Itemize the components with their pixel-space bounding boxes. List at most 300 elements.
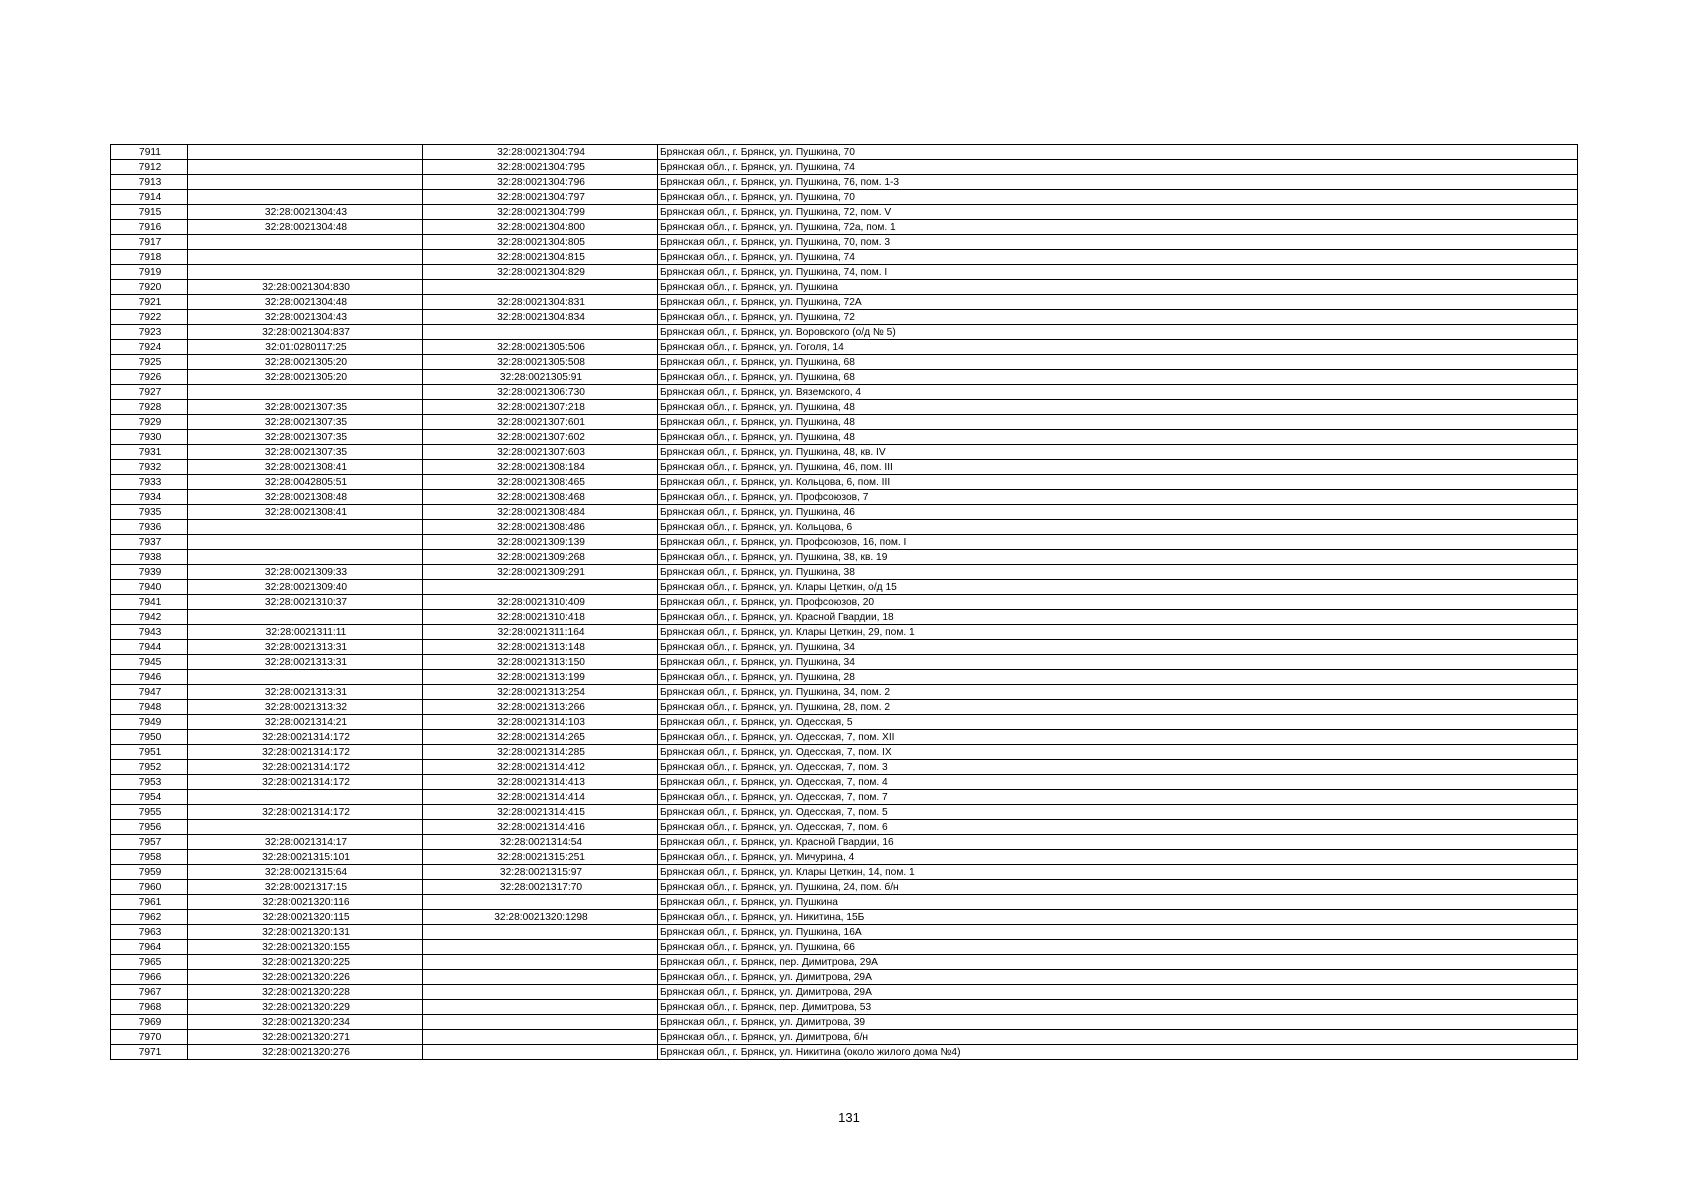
old-cadastral-number-cell xyxy=(188,250,423,265)
address-cell: Брянская обл., г. Брянск, ул. Пушкина, 28, пом. 2 xyxy=(658,700,1578,715)
old-cadastral-number-cell xyxy=(188,550,423,565)
row-number-cell: 7943 xyxy=(111,625,188,640)
old-cadastral-number-cell: 32:28:0021320:276 xyxy=(188,1045,423,1060)
address-cell: Брянская обл., г. Брянск, ул. Пушкина, 48 xyxy=(658,400,1578,415)
table-row xyxy=(111,520,1578,535)
address-cell: Брянская обл., г. Брянск, ул. Профсоюзов, 7 xyxy=(658,490,1578,505)
row-number-cell: 7911 xyxy=(111,145,188,160)
old-cadastral-number-cell xyxy=(188,190,423,205)
old-cadastral-number-cell: 32:28:0021309:40 xyxy=(188,580,423,595)
cadastral-number-cell: 32:28:0021313:199 xyxy=(423,670,658,685)
table-row xyxy=(111,850,1578,865)
address-cell: Брянская обл., г. Брянск, ул. Пушкина, 16А xyxy=(658,925,1578,940)
table-row xyxy=(111,970,1578,985)
cadastral-number-cell xyxy=(423,1000,658,1015)
address-cell: Брянская обл., г. Брянск, ул. Одесская, 7, пом. 6 xyxy=(658,820,1578,835)
address-cell: Брянская обл., г. Брянск, ул. Пушкина, 74 xyxy=(658,250,1578,265)
address-cell: Брянская обл., г. Брянск, ул. Одесская, 7, пом. 4 xyxy=(658,775,1578,790)
old-cadastral-number-cell xyxy=(188,160,423,175)
cadastral-number-cell: 32:28:0021307:603 xyxy=(423,445,658,460)
address-cell: Брянская обл., г. Брянск, ул. Одесская, 7, пом. IX xyxy=(658,745,1578,760)
old-cadastral-number-cell: 32:28:0021313:32 xyxy=(188,700,423,715)
address-cell: Брянская обл., г. Брянск, ул. Пушкина, 24, пом. б/н xyxy=(658,880,1578,895)
row-number-cell: 7931 xyxy=(111,445,188,460)
cadastral-number-cell: 32:28:0021315:251 xyxy=(423,850,658,865)
old-cadastral-number-cell: 32:28:0021320:155 xyxy=(188,940,423,955)
table-row xyxy=(111,550,1578,565)
old-cadastral-number-cell: 32:28:0021304:830 xyxy=(188,280,423,295)
old-cadastral-number-cell xyxy=(188,175,423,190)
table-row xyxy=(111,745,1578,760)
cadastral-number-cell: 32:28:0021314:414 xyxy=(423,790,658,805)
old-cadastral-number-cell: 32:28:0021307:35 xyxy=(188,430,423,445)
cadastral-number-cell: 32:28:0021317:70 xyxy=(423,880,658,895)
row-number-cell: 7963 xyxy=(111,925,188,940)
row-number-cell: 7937 xyxy=(111,535,188,550)
cadastral-number-cell: 32:28:0021310:418 xyxy=(423,610,658,625)
address-cell: Брянская обл., г. Брянск, ул. Пушкина, 72А xyxy=(658,295,1578,310)
row-number-cell: 7919 xyxy=(111,265,188,280)
row-number-cell: 7957 xyxy=(111,835,188,850)
row-number-cell: 7955 xyxy=(111,805,188,820)
old-cadastral-number-cell: 32:28:0021320:131 xyxy=(188,925,423,940)
row-number-cell: 7934 xyxy=(111,490,188,505)
table-row xyxy=(111,415,1578,430)
cadastral-number-cell: 32:28:0021314:413 xyxy=(423,775,658,790)
row-number-cell: 7954 xyxy=(111,790,188,805)
row-number-cell: 7968 xyxy=(111,1000,188,1015)
address-cell: Брянская обл., г. Брянск, ул. Пушкина, 46, пом. III xyxy=(658,460,1578,475)
old-cadastral-number-cell: 32:28:0021320:228 xyxy=(188,985,423,1000)
address-cell: Брянская обл., г. Брянск, ул. Пушкина, 68 xyxy=(658,355,1578,370)
old-cadastral-number-cell xyxy=(188,385,423,400)
table-row xyxy=(111,505,1578,520)
table-row xyxy=(111,700,1578,715)
table-row xyxy=(111,610,1578,625)
table-row xyxy=(111,535,1578,550)
address-cell: Брянская обл., г. Брянск, ул. Пушкина, 48 xyxy=(658,430,1578,445)
old-cadastral-number-cell xyxy=(188,265,423,280)
old-cadastral-number-cell xyxy=(188,790,423,805)
row-number-cell: 7966 xyxy=(111,970,188,985)
old-cadastral-number-cell xyxy=(188,820,423,835)
cadastral-number-cell: 32:28:0021310:409 xyxy=(423,595,658,610)
row-number-cell: 7936 xyxy=(111,520,188,535)
old-cadastral-number-cell: 32:28:0021308:48 xyxy=(188,490,423,505)
cadastral-number-cell: 32:28:0021304:815 xyxy=(423,250,658,265)
address-cell: Брянская обл., г. Брянск, пер. Димитрова, 53 xyxy=(658,1000,1578,1015)
table-row xyxy=(111,595,1578,610)
row-number-cell: 7938 xyxy=(111,550,188,565)
old-cadastral-number-cell: 32:28:0021314:172 xyxy=(188,745,423,760)
table-row xyxy=(111,655,1578,670)
cadastral-number-cell: 32:28:0021305:508 xyxy=(423,355,658,370)
old-cadastral-number-cell: 32:28:0021320:229 xyxy=(188,1000,423,1015)
cadastral-number-cell: 32:28:0021305:91 xyxy=(423,370,658,385)
row-number-cell: 7964 xyxy=(111,940,188,955)
row-number-cell: 7951 xyxy=(111,745,188,760)
old-cadastral-number-cell: 32:28:0021320:226 xyxy=(188,970,423,985)
address-cell: Брянская обл., г. Брянск, ул. Пушкина xyxy=(658,280,1578,295)
address-cell: Брянская обл., г. Брянск, ул. Гоголя, 14 xyxy=(658,340,1578,355)
old-cadastral-number-cell: 32:28:0021317:15 xyxy=(188,880,423,895)
cadastral-number-cell xyxy=(423,985,658,1000)
address-cell: Брянская обл., г. Брянск, ул. Профсоюзов, 20 xyxy=(658,595,1578,610)
cadastral-number-cell xyxy=(423,895,658,910)
table-row xyxy=(111,925,1578,940)
cadastral-number-cell: 32:28:0021304:794 xyxy=(423,145,658,160)
address-cell: Брянская обл., г. Брянск, ул. Одесская, 5 xyxy=(658,715,1578,730)
row-number-cell: 7953 xyxy=(111,775,188,790)
row-number-cell: 7913 xyxy=(111,175,188,190)
cadastral-number-cell: 32:28:0021313:266 xyxy=(423,700,658,715)
table-row xyxy=(111,445,1578,460)
cadastral-number-cell: 32:28:0021304:834 xyxy=(423,310,658,325)
address-cell: Брянская обл., г. Брянск, ул. Красной Гвардии, 16 xyxy=(658,835,1578,850)
cadastral-number-cell: 32:28:0021307:602 xyxy=(423,430,658,445)
old-cadastral-number-cell: 32:28:0021311:11 xyxy=(188,625,423,640)
row-number-cell: 7935 xyxy=(111,505,188,520)
cadastral-number-cell xyxy=(423,1030,658,1045)
table-row xyxy=(111,475,1578,490)
cadastral-number-cell: 32:28:0021314:415 xyxy=(423,805,658,820)
cadastral-number-cell: 32:28:0021314:265 xyxy=(423,730,658,745)
table-row xyxy=(111,790,1578,805)
cadastral-number-cell: 32:28:0021306:730 xyxy=(423,385,658,400)
row-number-cell: 7949 xyxy=(111,715,188,730)
cadastral-number-cell: 32:28:0021304:829 xyxy=(423,265,658,280)
address-cell: Брянская обл., г. Брянск, ул. Пушкина, 34 xyxy=(658,655,1578,670)
cadastral-number-cell xyxy=(423,1045,658,1060)
table-row xyxy=(111,580,1578,595)
address-cell: Брянская обл., г. Брянск, ул. Пушкина, 68 xyxy=(658,370,1578,385)
address-cell: Брянская обл., г. Брянск, ул. Кольцова, 6, пом. III xyxy=(658,475,1578,490)
address-cell: Брянская обл., г. Брянск, ул. Одесская, 7, пом. 3 xyxy=(658,760,1578,775)
table-body xyxy=(111,145,1578,1060)
row-number-cell: 7961 xyxy=(111,895,188,910)
table-row xyxy=(111,835,1578,850)
old-cadastral-number-cell: 32:28:0021307:35 xyxy=(188,400,423,415)
cadastral-number-cell: 32:28:0021309:268 xyxy=(423,550,658,565)
old-cadastral-number-cell: 32:28:0021320:116 xyxy=(188,895,423,910)
row-number-cell: 7920 xyxy=(111,280,188,295)
old-cadastral-number-cell xyxy=(188,535,423,550)
cadastral-number-cell: 32:28:0021304:797 xyxy=(423,190,658,205)
cadastral-number-cell: 32:28:0021307:601 xyxy=(423,415,658,430)
address-cell: Брянская обл., г. Брянск, ул. Пушкина, 38 xyxy=(658,565,1578,580)
table-row xyxy=(111,625,1578,640)
cadastral-number-cell: 32:28:0021305:506 xyxy=(423,340,658,355)
cadastral-number-cell: 32:28:0021314:103 xyxy=(423,715,658,730)
table-row xyxy=(111,280,1578,295)
old-cadastral-number-cell: 32:28:0021304:43 xyxy=(188,310,423,325)
row-number-cell: 7971 xyxy=(111,1045,188,1060)
table-row xyxy=(111,1045,1578,1060)
row-number-cell: 7922 xyxy=(111,310,188,325)
address-cell: Брянская обл., г. Брянск, ул. Клары Цеткин, о/д 15 xyxy=(658,580,1578,595)
table-row xyxy=(111,460,1578,475)
row-number-cell: 7950 xyxy=(111,730,188,745)
old-cadastral-number-cell xyxy=(188,670,423,685)
row-number-cell: 7941 xyxy=(111,595,188,610)
address-cell: Брянская обл., г. Брянск, ул. Профсоюзов, 16, пом. I xyxy=(658,535,1578,550)
address-cell: Брянская обл., г. Брянск, ул. Пушкина, 28 xyxy=(658,670,1578,685)
address-cell: Брянская обл., г. Брянск, ул. Клары Цеткин, 29, пом. 1 xyxy=(658,625,1578,640)
old-cadastral-number-cell: 32:28:0021314:172 xyxy=(188,730,423,745)
cadastral-number-cell: 32:28:0021314:54 xyxy=(423,835,658,850)
table-row xyxy=(111,370,1578,385)
address-cell: Брянская обл., г. Брянск, ул. Воровского (о/д № 5) xyxy=(658,325,1578,340)
address-cell: Брянская обл., г. Брянск, ул. Пушкина, 34 xyxy=(658,640,1578,655)
cadastral-number-cell xyxy=(423,955,658,970)
table-row xyxy=(111,355,1578,370)
address-cell: Брянская обл., г. Брянск, ул. Димитрова, 29А xyxy=(658,970,1578,985)
cadastral-number-cell: 32:28:0021308:484 xyxy=(423,505,658,520)
row-number-cell: 7948 xyxy=(111,700,188,715)
row-number-cell: 7932 xyxy=(111,460,188,475)
row-number-cell: 7956 xyxy=(111,820,188,835)
cadastral-number-cell: 32:28:0021314:412 xyxy=(423,760,658,775)
old-cadastral-number-cell: 32:28:0021308:41 xyxy=(188,505,423,520)
table-row xyxy=(111,265,1578,280)
old-cadastral-number-cell: 32:28:0021320:234 xyxy=(188,1015,423,1030)
table-row xyxy=(111,895,1578,910)
row-number-cell: 7921 xyxy=(111,295,188,310)
table-row xyxy=(111,685,1578,700)
cadastral-number-cell: 32:28:0021308:468 xyxy=(423,490,658,505)
row-number-cell: 7940 xyxy=(111,580,188,595)
address-cell: Брянская обл., г. Брянск, ул. Димитрова, 29А xyxy=(658,985,1578,1000)
row-number-cell: 7918 xyxy=(111,250,188,265)
table-row xyxy=(111,220,1578,235)
row-number-cell: 7939 xyxy=(111,565,188,580)
old-cadastral-number-cell: 32:28:0021307:35 xyxy=(188,415,423,430)
row-number-cell: 7928 xyxy=(111,400,188,415)
row-number-cell: 7924 xyxy=(111,340,188,355)
row-number-cell: 7915 xyxy=(111,205,188,220)
old-cadastral-number-cell: 32:28:0021304:43 xyxy=(188,205,423,220)
table-row xyxy=(111,565,1578,580)
address-cell: Брянская обл., г. Брянск, ул. Пушкина, 66 xyxy=(658,940,1578,955)
old-cadastral-number-cell: 32:28:0021305:20 xyxy=(188,370,423,385)
address-cell: Брянская обл., г. Брянск, ул. Димитрова, 39 xyxy=(658,1015,1578,1030)
cadastral-number-cell xyxy=(423,580,658,595)
table-row xyxy=(111,670,1578,685)
address-cell: Брянская обл., г. Брянск, ул. Никитина, 15Б xyxy=(658,910,1578,925)
cadastral-number-cell: 32:28:0021308:184 xyxy=(423,460,658,475)
old-cadastral-number-cell: 32:28:0021304:837 xyxy=(188,325,423,340)
cadastral-number-cell xyxy=(423,925,658,940)
table-row xyxy=(111,730,1578,745)
address-cell: Брянская обл., г. Брянск, ул. Пушкина, 76, пом. 1-3 xyxy=(658,175,1578,190)
address-cell: Брянская обл., г. Брянск, ул. Пушкина, 74 xyxy=(658,160,1578,175)
row-number-cell: 7914 xyxy=(111,190,188,205)
row-number-cell: 7942 xyxy=(111,610,188,625)
row-number-cell: 7947 xyxy=(111,685,188,700)
table-row xyxy=(111,820,1578,835)
old-cadastral-number-cell xyxy=(188,235,423,250)
table-row xyxy=(111,955,1578,970)
cadastral-number-cell: 32:28:0021304:795 xyxy=(423,160,658,175)
table-row xyxy=(111,325,1578,340)
old-cadastral-number-cell: 32:28:0021320:225 xyxy=(188,955,423,970)
cadastral-number-cell: 32:28:0021304:796 xyxy=(423,175,658,190)
address-cell: Брянская обл., г. Брянск, ул. Мичурина, 4 xyxy=(658,850,1578,865)
old-cadastral-number-cell: 32:28:0021314:172 xyxy=(188,760,423,775)
cadastral-number-cell: 32:28:0021313:254 xyxy=(423,685,658,700)
row-number-cell: 7917 xyxy=(111,235,188,250)
table-row xyxy=(111,880,1578,895)
table-row xyxy=(111,760,1578,775)
cadastral-number-cell: 32:28:0021320:1298 xyxy=(423,910,658,925)
table-row xyxy=(111,715,1578,730)
old-cadastral-number-cell: 32:28:0021313:31 xyxy=(188,655,423,670)
old-cadastral-number-cell: 32:28:0021313:31 xyxy=(188,640,423,655)
address-cell: Брянская обл., г. Брянск, ул. Пушкина, 72 xyxy=(658,310,1578,325)
old-cadastral-number-cell: 32:28:0021314:21 xyxy=(188,715,423,730)
old-cadastral-number-cell: 32:28:0021314:172 xyxy=(188,775,423,790)
table-row xyxy=(111,1015,1578,1030)
row-number-cell: 7944 xyxy=(111,640,188,655)
table-row xyxy=(111,865,1578,880)
address-cell: Брянская обл., г. Брянск, ул. Вяземского, 4 xyxy=(658,385,1578,400)
table-row xyxy=(111,985,1578,1000)
old-cadastral-number-cell: 32:01:0280117:25 xyxy=(188,340,423,355)
cadastral-table xyxy=(110,144,1578,1060)
old-cadastral-number-cell: 32:28:0021315:64 xyxy=(188,865,423,880)
old-cadastral-number-cell: 32:28:0021320:115 xyxy=(188,910,423,925)
row-number-cell: 7962 xyxy=(111,910,188,925)
table-row xyxy=(111,295,1578,310)
old-cadastral-number-cell: 32:28:0021314:172 xyxy=(188,805,423,820)
row-number-cell: 7946 xyxy=(111,670,188,685)
row-number-cell: 7933 xyxy=(111,475,188,490)
table-row xyxy=(111,190,1578,205)
table-row xyxy=(111,385,1578,400)
row-number-cell: 7959 xyxy=(111,865,188,880)
row-number-cell: 7960 xyxy=(111,880,188,895)
row-number-cell: 7916 xyxy=(111,220,188,235)
address-cell: Брянская обл., г. Брянск, ул. Одесская, 7, пом. 7 xyxy=(658,790,1578,805)
cadastral-number-cell: 32:28:0021313:150 xyxy=(423,655,658,670)
address-cell: Брянская обл., г. Брянск, ул. Одесская, 7, пом. 5 xyxy=(658,805,1578,820)
row-number-cell: 7970 xyxy=(111,1030,188,1045)
old-cadastral-number-cell: 32:28:0021310:37 xyxy=(188,595,423,610)
row-number-cell: 7927 xyxy=(111,385,188,400)
old-cadastral-number-cell: 32:28:0021308:41 xyxy=(188,460,423,475)
address-cell: Брянская обл., г. Брянск, ул. Пушкина, 70, пом. 3 xyxy=(658,235,1578,250)
row-number-cell: 7952 xyxy=(111,760,188,775)
table-row xyxy=(111,400,1578,415)
old-cadastral-number-cell: 32:28:0021320:271 xyxy=(188,1030,423,1045)
address-cell: Брянская обл., г. Брянск, ул. Красной Гвардии, 18 xyxy=(658,610,1578,625)
table-row xyxy=(111,775,1578,790)
old-cadastral-number-cell: 32:28:0021304:48 xyxy=(188,220,423,235)
address-cell: Брянская обл., г. Брянск, ул. Пушкина, 48 xyxy=(658,415,1578,430)
row-number-cell: 7925 xyxy=(111,355,188,370)
old-cadastral-number-cell xyxy=(188,145,423,160)
address-cell: Брянская обл., г. Брянск, ул. Пушкина, 72, пом. V xyxy=(658,205,1578,220)
cadastral-number-cell xyxy=(423,280,658,295)
cadastral-number-cell: 32:28:0021309:291 xyxy=(423,565,658,580)
table-row xyxy=(111,145,1578,160)
cadastral-number-cell: 32:28:0021307:218 xyxy=(423,400,658,415)
table-row xyxy=(111,235,1578,250)
row-number-cell: 7929 xyxy=(111,415,188,430)
old-cadastral-number-cell: 32:28:0021313:31 xyxy=(188,685,423,700)
cadastral-number-cell: 32:28:0021313:148 xyxy=(423,640,658,655)
address-cell: Брянская обл., г. Брянск, ул. Клары Цеткин, 14, пом. 1 xyxy=(658,865,1578,880)
cadastral-number-cell: 32:28:0021304:800 xyxy=(423,220,658,235)
table-row xyxy=(111,1030,1578,1045)
cadastral-number-cell xyxy=(423,940,658,955)
old-cadastral-number-cell: 32:28:0021314:17 xyxy=(188,835,423,850)
address-cell: Брянская обл., г. Брянск, ул. Пушкина, 72а, пом. 1 xyxy=(658,220,1578,235)
old-cadastral-number-cell: 32:28:0021304:48 xyxy=(188,295,423,310)
cadastral-number-cell: 32:28:0021308:465 xyxy=(423,475,658,490)
table-row xyxy=(111,640,1578,655)
row-number-cell: 7969 xyxy=(111,1015,188,1030)
table-row xyxy=(111,160,1578,175)
cadastral-number-cell: 32:28:0021309:139 xyxy=(423,535,658,550)
cadastral-number-cell: 32:28:0021304:799 xyxy=(423,205,658,220)
address-cell: Брянская обл., г. Брянск, ул. Никитина (около жилого дома №4) xyxy=(658,1045,1578,1060)
table-row xyxy=(111,940,1578,955)
old-cadastral-number-cell: 32:28:0021307:35 xyxy=(188,445,423,460)
table-row xyxy=(111,205,1578,220)
old-cadastral-number-cell xyxy=(188,610,423,625)
address-cell: Брянская обл., г. Брянск, ул. Пушкина, 34, пом. 2 xyxy=(658,685,1578,700)
old-cadastral-number-cell: 32:28:0021309:33 xyxy=(188,565,423,580)
row-number-cell: 7945 xyxy=(111,655,188,670)
cadastral-number-cell: 32:28:0021304:831 xyxy=(423,295,658,310)
row-number-cell: 7923 xyxy=(111,325,188,340)
address-cell: Брянская обл., г. Брянск, ул. Пушкина, 70 xyxy=(658,190,1578,205)
address-cell: Брянская обл., г. Брянск, ул. Одесская, 7, пом. XII xyxy=(658,730,1578,745)
address-cell: Брянская обл., г. Брянск, ул. Пушкина, 74, пом. I xyxy=(658,265,1578,280)
table-row xyxy=(111,310,1578,325)
address-cell: Брянская обл., г. Брянск, пер. Димитрова, 29А xyxy=(658,955,1578,970)
old-cadastral-number-cell: 32:28:0021315:101 xyxy=(188,850,423,865)
address-cell: Брянская обл., г. Брянск, ул. Пушкина, 46 xyxy=(658,505,1578,520)
row-number-cell: 7965 xyxy=(111,955,188,970)
row-number-cell: 7926 xyxy=(111,370,188,385)
cadastral-number-cell: 32:28:0021304:805 xyxy=(423,235,658,250)
cadastral-number-cell: 32:28:0021315:97 xyxy=(423,865,658,880)
old-cadastral-number-cell xyxy=(188,520,423,535)
address-cell: Брянская обл., г. Брянск, ул. Пушкина, 38, кв. 19 xyxy=(658,550,1578,565)
row-number-cell: 7967 xyxy=(111,985,188,1000)
address-cell: Брянская обл., г. Брянск, ул. Кольцова, 6 xyxy=(658,520,1578,535)
address-cell: Брянская обл., г. Брянск, ул. Пушкина xyxy=(658,895,1578,910)
old-cadastral-number-cell: 32:28:0021305:20 xyxy=(188,355,423,370)
row-number-cell: 7958 xyxy=(111,850,188,865)
table-row xyxy=(111,910,1578,925)
cadastral-number-cell: 32:28:0021311:164 xyxy=(423,625,658,640)
table-row xyxy=(111,340,1578,355)
old-cadastral-number-cell: 32:28:0042805:51 xyxy=(188,475,423,490)
address-cell: Брянская обл., г. Брянск, ул. Димитрова, б/н xyxy=(658,1030,1578,1045)
row-number-cell: 7912 xyxy=(111,160,188,175)
page-number: 131 xyxy=(838,1110,860,1125)
table-row xyxy=(111,805,1578,820)
cadastral-number-cell xyxy=(423,1015,658,1030)
cadastral-number-cell: 32:28:0021314:416 xyxy=(423,820,658,835)
cadastral-number-cell: 32:28:0021314:285 xyxy=(423,745,658,760)
table-row xyxy=(111,490,1578,505)
table-row xyxy=(111,175,1578,190)
table-row xyxy=(111,250,1578,265)
